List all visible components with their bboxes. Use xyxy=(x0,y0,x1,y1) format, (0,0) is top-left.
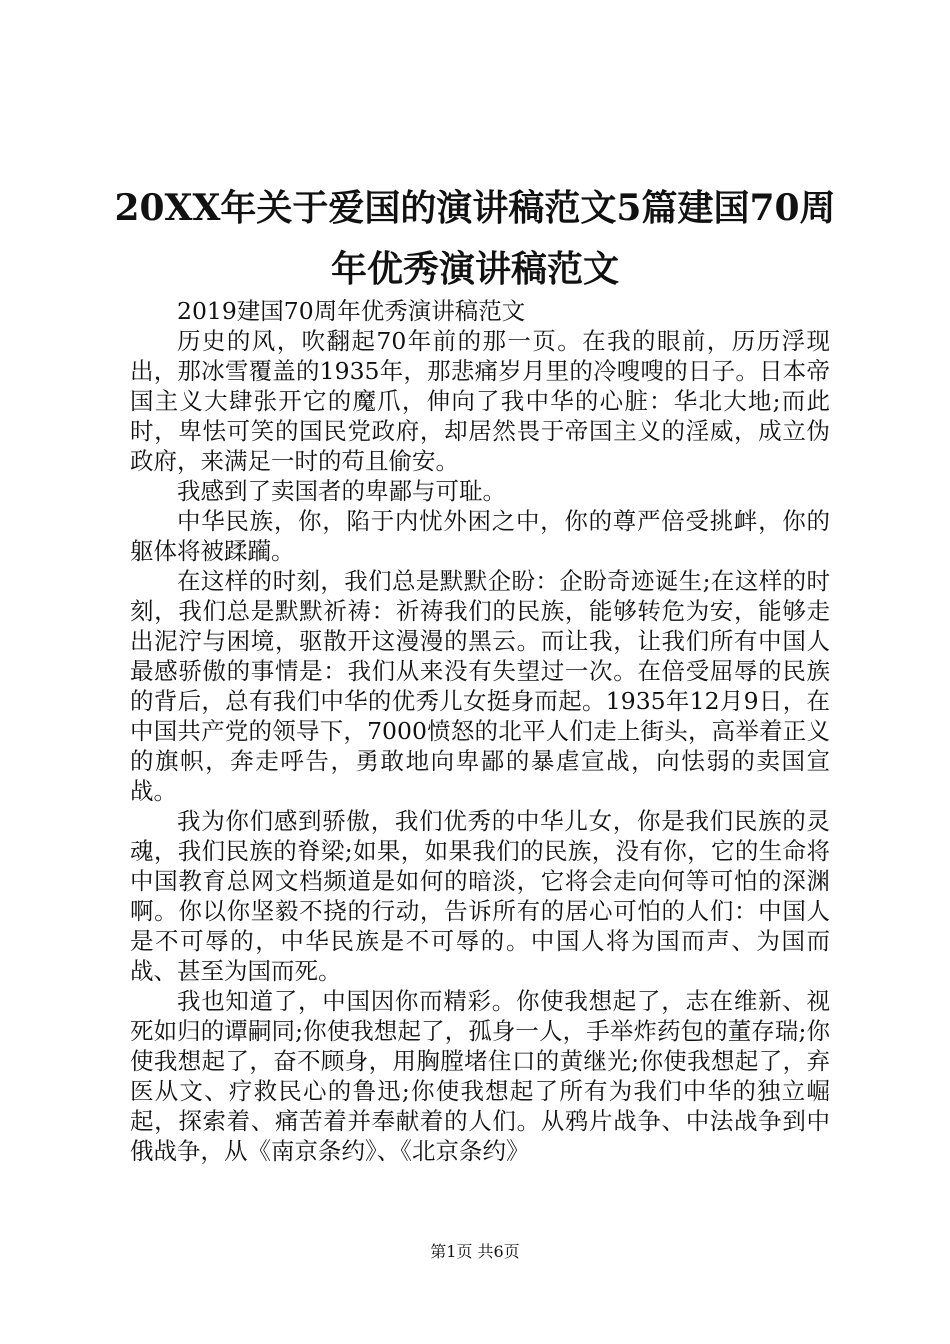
paragraph: 在这样的时刻，我们总是默默企盼：企盼奇迹诞生;在这样的时刻，我们总是默默祈祷：祈祷我们的民族，能够转危为安，能够走出泥泞与困境，驱散开这漫漫的黑云。而让我，让我们所有中国人最感骄傲的事情是：我们从来没有失望过一次。在倍受屈辱的民族的背后，总有我们中华的优秀儿女挺身而起。1935年12月9日，在中国共产党的领导下，7000愤怒的北平人们走上街头，高举着正义的旗帜，奔走呼告，勇敢地向卑鄙的暴虐宣战，向怯弱的卖国宣战。 xyxy=(130,567,830,805)
paragraph: 历史的风，吹翻起70年前的那一页。在我的眼前，历历浮现出，那冰雪覆盖的1935年，那悲痛岁月里的冷嗖嗖的日子。日本帝国主义大肆张开它的魔爪，伸向了我中华的心脏：华北大地;而此时，卑怯可笑的国民党政府，却居然畏于帝国主义的淫威，成立伪政府，来满足一时的苟且偷安。 xyxy=(130,327,830,475)
paragraph: 中华民族，你，陷于内忧外困之中，你的尊严倍受挑衅，你的躯体将被蹂躏。 xyxy=(130,507,830,565)
paragraph: 我感到了卖国者的卑鄙与可耻。 xyxy=(177,477,506,505)
paragraph: 我也知道了，中国因你而精彩。你使我想起了，志在维新、视死如归的谭嗣同;你使我想起了，孤身一人，手举炸药包的董存瑞;你使我想起了，奋不顾身，用胸膛堵住口的黄继光;你使我想起了，弃医从文、疗救民心的鲁迅;你使我想起了所有为我们中华的独立崛起，探索着、痛苦着并奉献着的人们。从鸦片战争、中法战争到中俄战争，从《南京条约》、《北京条约》 xyxy=(130,987,830,1165)
document-body xyxy=(130,296,830,1166)
paragraph: 我为你们感到骄傲，我们优秀的中华儿女，你是我们民族的灵魂，我们民族的脊梁;如果，如果我们的民族，没有你，它的生命将中国教育总网文档频道是如何的暗淡，它将会走向何等可怕的深渊啊。你以你坚毅不挠的行动，告诉所有的居心可怕的人们：中国人是不可辱的，中华民族是不可辱的。中国人将为国而声、为国而战、甚至为国而死。 xyxy=(130,807,830,985)
page-number-footer: 第1页 共6页 xyxy=(430,1242,520,1261)
title-line-2: 年优秀演讲稿范文 xyxy=(330,248,619,290)
title-line-1: 20XX年关于爱国的演讲稿范文5篇建国70周 xyxy=(114,187,836,229)
document-title xyxy=(110,178,840,300)
paragraph: 2019建国70周年优秀演讲稿范文 xyxy=(177,297,526,325)
